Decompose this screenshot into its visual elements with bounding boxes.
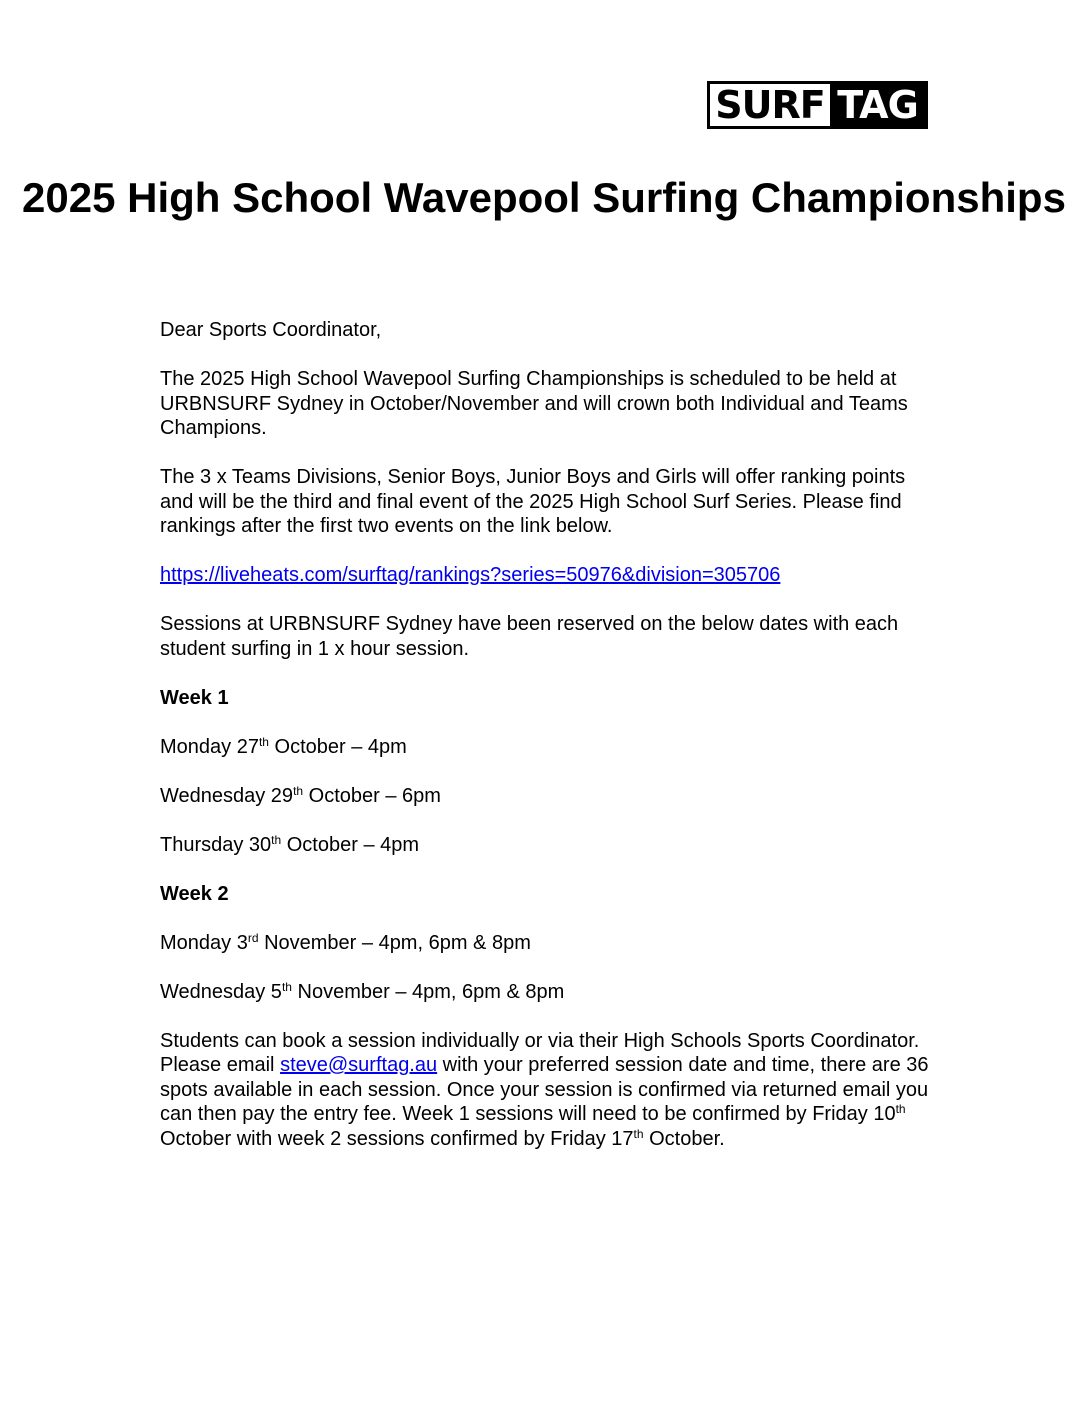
session-item: Wednesday 5th November – 4pm, 6pm & 8pm xyxy=(160,979,565,1003)
series-paragraph: The 3 x Teams Divisions, Senior Boys, Junior Boys and Girls will offer ranking points and will be the third and final event of the 2025 High School Surf Series. Please find rankings after the first two events on the link below. xyxy=(160,466,906,537)
session-item: Wednesday 29th October – 6pm xyxy=(160,783,441,807)
email-link[interactable]: steve@surftag.au xyxy=(280,1054,438,1076)
rankings-link-line xyxy=(160,563,940,588)
sessions-paragraph: Sessions at URBNSURF Sydney have been reserved on the below dates with each student surfing in 1 x hour session. xyxy=(160,613,899,660)
intro-paragraph: The 2025 High School Wavepool Surfing Championships is scheduled to be held at URBNSURF Sydney in October/November and will crown both Individual and Teams Champions. xyxy=(160,368,908,439)
session-item: Monday 27th October – 4pm xyxy=(160,734,407,758)
letter-body xyxy=(160,318,940,1176)
surftag-logo xyxy=(707,81,928,129)
week-1-heading: Week 1 xyxy=(160,686,229,709)
week-2-heading: Week 2 xyxy=(160,882,229,905)
session-item: Monday 3rd November – 4pm, 6pm & 8pm xyxy=(160,930,531,954)
logo-tag-text: TAG xyxy=(830,84,925,126)
session-item: Thursday 30th October – 4pm xyxy=(160,832,420,856)
booking-paragraph: Students can book a session individually or via their High Schools Sports Coordinator. Please email steve@surftag.au with your preferred session date and time, there are 36 spots available in each session. Once your session is confirmed via returned email you can then pay the entry fee. Week 1 sessions will need to be confirmed by Friday 10th October with week 2 sessions confirmed by Friday 17th October. xyxy=(160,1029,929,1150)
page-title: 2025 High School Wavepool Surfing Championships xyxy=(22,174,1066,221)
logo-surf-text: SURF xyxy=(710,84,830,126)
salutation: Dear Sports Coordinator, xyxy=(160,319,382,341)
rankings-link[interactable]: https://liveheats.com/surftag/rankings?series=50976&division=305706 xyxy=(160,564,781,586)
